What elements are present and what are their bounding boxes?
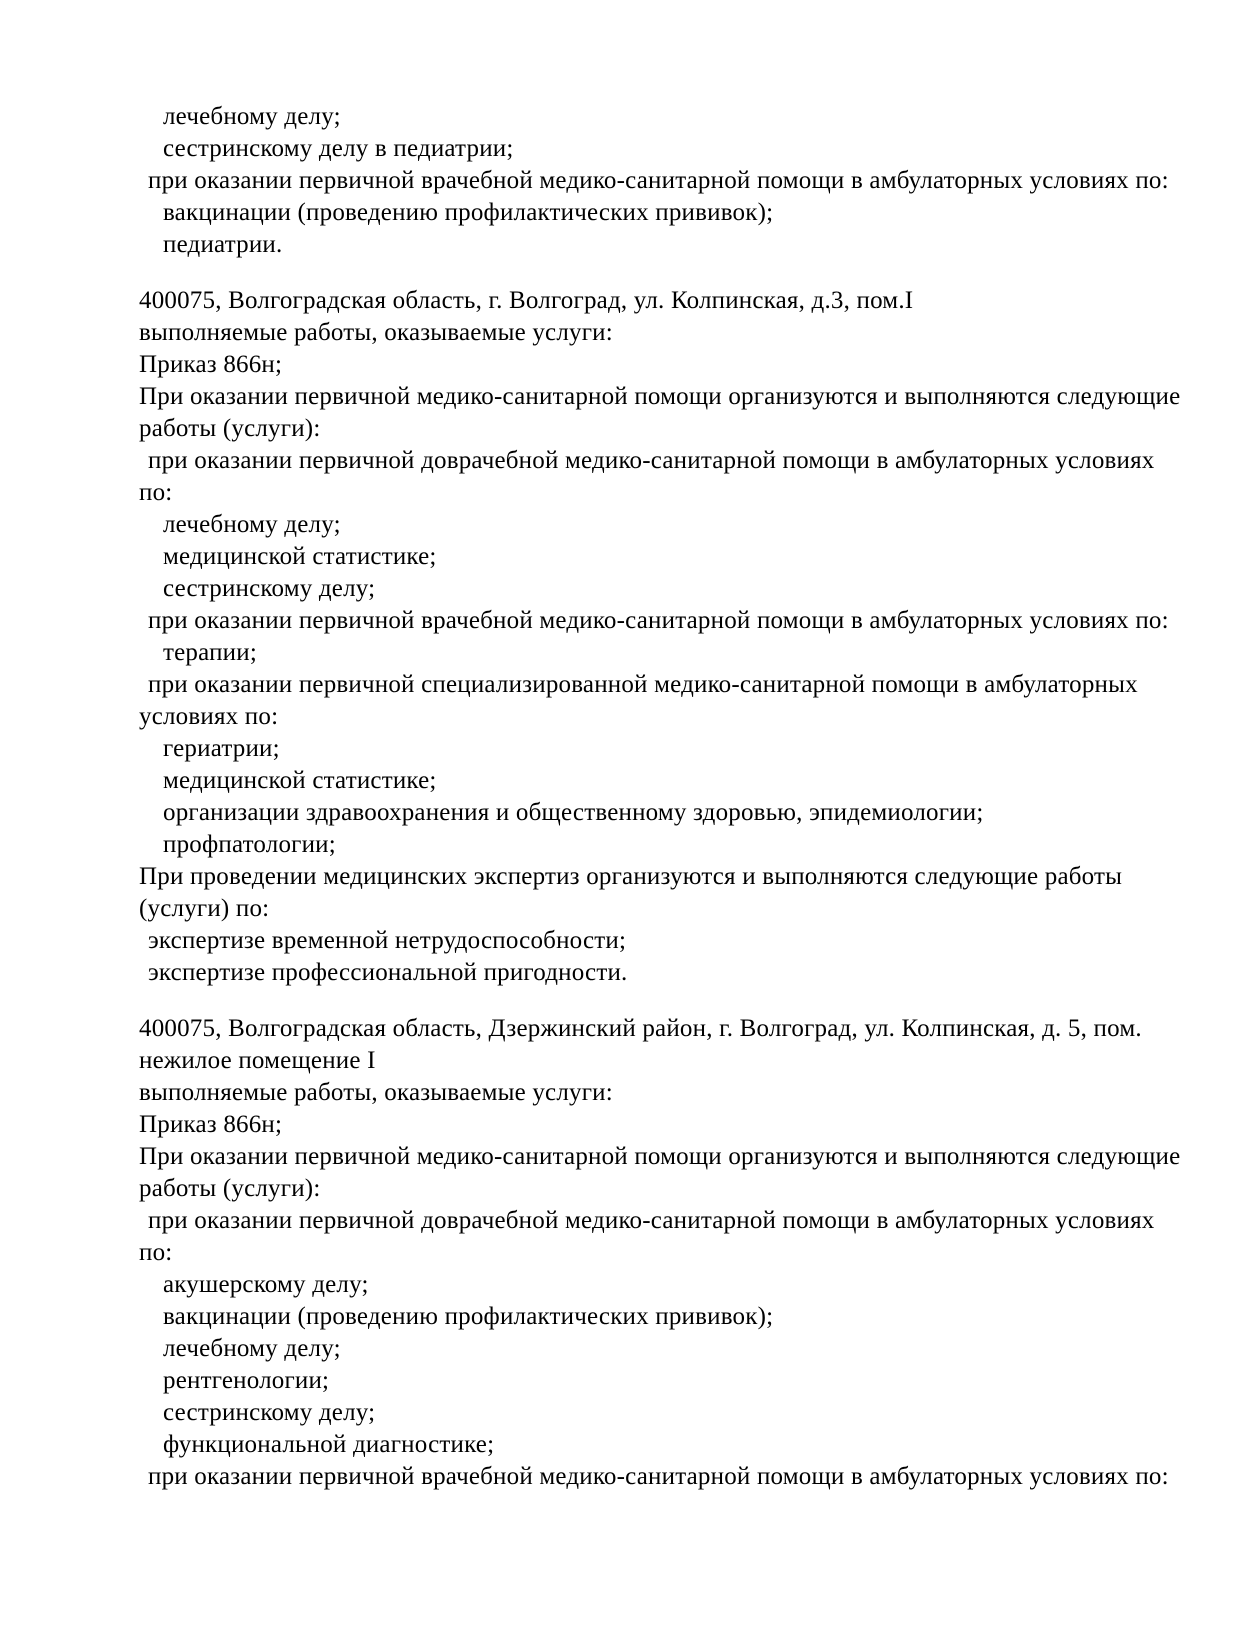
text-line: лечебному делу; xyxy=(163,511,341,538)
text-line: лечебному делу; xyxy=(163,103,341,130)
text-line: по: xyxy=(139,1239,173,1266)
text-line: условиях по: xyxy=(139,703,279,730)
text-line: медицинской статистике; xyxy=(163,543,437,570)
text-line: 400075, Волгоградская область, Дзержинский район, г. Волгоград, ул. Колпинская, д. 5, пом. xyxy=(139,1015,1142,1042)
text-line: рентгенологии; xyxy=(163,1367,330,1394)
text-line: (услуги) по: xyxy=(139,895,270,922)
text-line: 400075, Волгоградская область, г. Волгоград, ул. Колпинская, д.3, пом.I xyxy=(139,287,914,314)
text-line: при оказании первичной врачебной медико-санитарной помощи в амбулаторных условиях по: xyxy=(148,167,1169,194)
text-line: медицинской статистике; xyxy=(163,767,437,794)
text-line: При оказании первичной медико-санитарной помощи организуются и выполняются следующие xyxy=(139,383,1181,410)
text-line: При оказании первичной медико-санитарной помощи организуются и выполняются следующие xyxy=(139,1143,1181,1170)
text-line: при оказании первичной специализированной медико-санитарной помощи в амбулаторных xyxy=(148,671,1138,698)
text-line: Приказ 866н; xyxy=(139,1111,283,1138)
text-line: сестринскому делу; xyxy=(163,1399,376,1426)
text-line: выполняемые работы, оказываемые услуги: xyxy=(139,319,613,346)
text-line: выполняемые работы, оказываемые услуги: xyxy=(139,1079,613,1106)
text-line: нежилое помещение I xyxy=(139,1047,376,1074)
text-line: профпатологии; xyxy=(163,831,336,858)
text-line: экспертизе временной нетрудоспособности; xyxy=(148,927,627,954)
text-line: лечебному делу; xyxy=(163,1335,341,1362)
text-line: акушерскому делу; xyxy=(163,1271,369,1298)
text-line: при оказании первичной доврачебной медико-санитарной помощи в амбулаторных условиях xyxy=(148,447,1155,474)
text-line: терапии; xyxy=(163,639,257,666)
text-line: сестринскому делу в педиатрии; xyxy=(163,135,514,162)
text-line: по: xyxy=(139,479,173,506)
text-line: гериатрии; xyxy=(163,735,280,762)
text-line: при оказании первичной доврачебной медико-санитарной помощи в амбулаторных условиях xyxy=(148,1207,1155,1234)
text-line: экспертизе профессиональной пригодности. xyxy=(148,959,628,986)
text-line: Приказ 866н; xyxy=(139,351,283,378)
text-line: функциональной диагностике; xyxy=(163,1431,495,1458)
text-line: сестринскому делу; xyxy=(163,575,376,602)
text-line: вакцинации (проведению профилактических прививок); xyxy=(163,1303,774,1330)
text-line: организации здравоохранения и общественному здоровью, эпидемиологии; xyxy=(163,799,984,826)
text-line: вакцинации (проведению профилактических прививок); xyxy=(163,199,774,226)
text-line: при оказании первичной врачебной медико-санитарной помощи в амбулаторных условиях по: xyxy=(148,1463,1169,1490)
text-line: при оказании первичной врачебной медико-санитарной помощи в амбулаторных условиях по: xyxy=(148,607,1169,634)
text-line: педиатрии. xyxy=(163,231,283,258)
text-line: работы (услуги): xyxy=(139,415,321,442)
text-line: работы (услуги): xyxy=(139,1175,321,1202)
text-line: При проведении медицинских экспертиз организуются и выполняются следующие работы xyxy=(139,863,1123,890)
